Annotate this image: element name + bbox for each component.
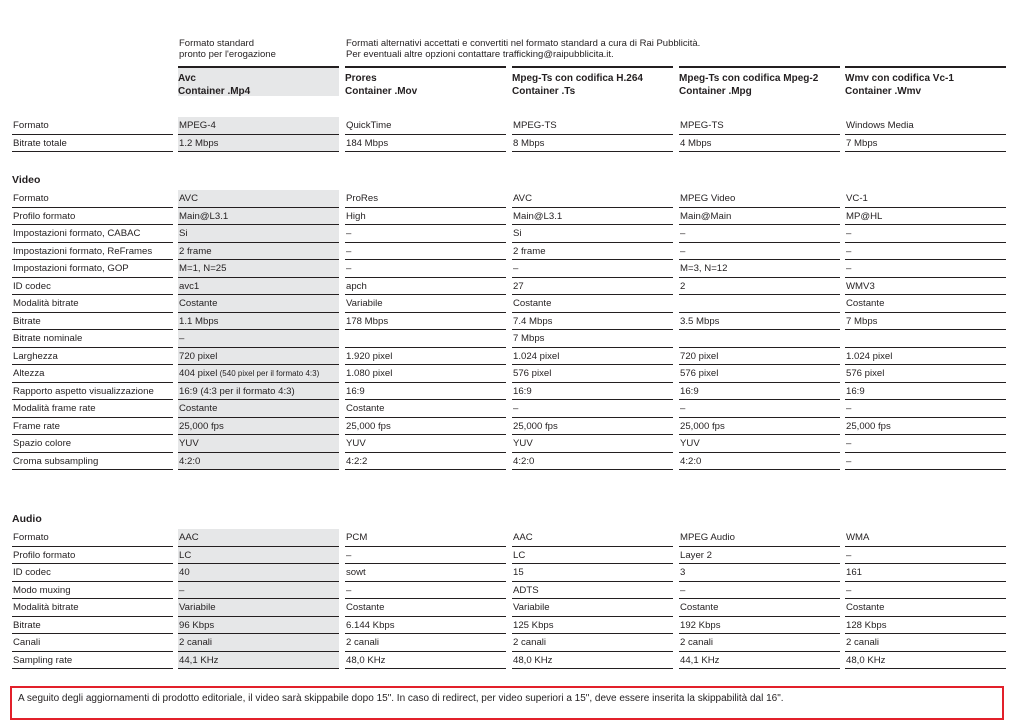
- row-label: Croma subsampling: [12, 453, 173, 471]
- table-cell: High: [345, 208, 506, 226]
- table-cell: [679, 330, 840, 348]
- column-header-container: Container .Mp4: [178, 86, 251, 97]
- skippability-note: A seguito degli aggiornamenti di prodotto editoriale, il video sarà skippabile dopo 15". In caso di redirect, per video superiori a 15", deve essere inserita la skippabilità dal 16".: [10, 686, 1004, 720]
- row-label: ID codec: [12, 564, 173, 582]
- table-cell: –: [345, 225, 506, 243]
- row-label: Bitrate nominale: [12, 330, 173, 348]
- table-cell: 4:2:0: [512, 453, 673, 471]
- table-cell: 576 pixel: [845, 365, 1006, 383]
- table-cell: 16:9 (4:3 per il formato 4:3): [178, 383, 339, 401]
- table-cell: 40: [178, 564, 339, 582]
- table-cell: Costante: [345, 599, 506, 617]
- table-cell: –: [512, 260, 673, 278]
- table-cell: [845, 330, 1006, 348]
- table-cell: 1.024 pixel: [845, 348, 1006, 366]
- table-cell: –: [345, 547, 506, 565]
- row-label: Rapporto aspetto visualizzazione: [12, 383, 173, 401]
- table-row: [0, 400, 1024, 418]
- table-cell: 25,000 fps: [512, 418, 673, 436]
- row-label: Bitrate totale: [12, 135, 173, 153]
- table-cell: 2 canali: [345, 634, 506, 652]
- row-label: Bitrate: [12, 617, 173, 635]
- table-cell: 25,000 fps: [845, 418, 1006, 436]
- table-row: [0, 190, 1024, 208]
- table-cell: Variabile: [512, 599, 673, 617]
- column-header-container: Container .Mov: [345, 86, 418, 97]
- table-cell: Si: [512, 225, 673, 243]
- row-label: Sampling rate: [12, 652, 173, 670]
- standard-format-line1: Formato standard: [179, 38, 254, 49]
- table-row: [0, 564, 1024, 582]
- table-cell: Main@L3.1: [178, 208, 339, 226]
- table-cell: 4:2:0: [679, 453, 840, 471]
- table-cell: Costante: [178, 295, 339, 313]
- table-cell: 2 canali: [679, 634, 840, 652]
- table-row: [0, 330, 1024, 348]
- table-cell: Costante: [845, 599, 1006, 617]
- table-cell: 2 canali: [512, 634, 673, 652]
- table-cell: 27: [512, 278, 673, 296]
- table-cell: 25,000 fps: [679, 418, 840, 436]
- table-cell: 178 Mbps: [345, 313, 506, 331]
- table-cell: 576 pixel: [679, 365, 840, 383]
- table-cell: 720 pixel: [679, 348, 840, 366]
- row-label: Formato: [12, 529, 173, 547]
- table-cell: –: [845, 225, 1006, 243]
- table-cell: 1.920 pixel: [345, 348, 506, 366]
- table-cell: YUV: [679, 435, 840, 453]
- table-cell: MPEG-4: [178, 117, 339, 135]
- column-header-mpegts-mpeg2: [679, 66, 840, 96]
- table-cell: 184 Mbps: [345, 135, 506, 153]
- column-header-container: Container .Mpg: [679, 86, 752, 97]
- table-cell: 7 Mbps: [845, 313, 1006, 331]
- table-cell: –: [845, 547, 1006, 565]
- column-header-container: Container .Ts: [512, 86, 576, 97]
- table-cell: 1.080 pixel: [345, 365, 506, 383]
- table-row: [0, 243, 1024, 261]
- row-label: Altezza: [12, 365, 173, 383]
- table-cell: 16:9: [345, 383, 506, 401]
- table-cell: –: [845, 400, 1006, 418]
- table-cell: Windows Media: [845, 117, 1006, 135]
- table-cell: MPEG-TS: [679, 117, 840, 135]
- row-label: Modalità frame rate: [12, 400, 173, 418]
- table-cell: 3: [679, 564, 840, 582]
- table-cell: 8 Mbps: [512, 135, 673, 153]
- table-cell: 96 Kbps: [178, 617, 339, 635]
- row-label: Formato: [12, 190, 173, 208]
- table-row: [0, 547, 1024, 565]
- table-cell: –: [845, 260, 1006, 278]
- table-cell: –: [512, 400, 673, 418]
- table-cell: 25,000 fps: [345, 418, 506, 436]
- table-cell: –: [845, 435, 1006, 453]
- table-cell: –: [679, 225, 840, 243]
- table-cell: MPEG Video: [679, 190, 840, 208]
- table-cell: –: [679, 243, 840, 261]
- table-cell: 1.2 Mbps: [178, 135, 339, 153]
- table-cell: 576 pixel: [512, 365, 673, 383]
- row-label: Larghezza: [12, 348, 173, 366]
- column-header-title: Wmv con codifica Vc-1: [845, 73, 954, 84]
- table-row: [0, 348, 1024, 366]
- table-cell: 3.5 Mbps: [679, 313, 840, 331]
- column-header-container: Container .Wmv: [845, 86, 922, 97]
- table-row: [0, 313, 1024, 331]
- table-row: [0, 135, 1024, 153]
- table-cell: 1.024 pixel: [512, 348, 673, 366]
- table-cell: YUV: [512, 435, 673, 453]
- table-cell: 6.144 Kbps: [345, 617, 506, 635]
- table-cell: 4:2:0: [178, 453, 339, 471]
- table-cell: ProRes: [345, 190, 506, 208]
- table-cell: Costante: [178, 400, 339, 418]
- table-row: [0, 225, 1024, 243]
- table-cell: VC-1: [845, 190, 1006, 208]
- row-label: Modo muxing: [12, 582, 173, 600]
- table-cell: 192 Kbps: [679, 617, 840, 635]
- row-label: Impostazioni formato, CABAC: [12, 225, 173, 243]
- table-cell: 404 pixel (540 pixel per il formato 4:3): [178, 365, 339, 383]
- table-cell: 720 pixel: [178, 348, 339, 366]
- table-cell: 7.4 Mbps: [512, 313, 673, 331]
- table-cell: WMA: [845, 529, 1006, 547]
- table-cell: Costante: [679, 599, 840, 617]
- table-cell: –: [845, 243, 1006, 261]
- table-cell: M=1, N=25: [178, 260, 339, 278]
- table-row: [0, 634, 1024, 652]
- row-label: Modalità bitrate: [12, 599, 173, 617]
- column-header-mpegts-h264: [512, 66, 673, 96]
- table-cell: AAC: [512, 529, 673, 547]
- table-row: [0, 208, 1024, 226]
- table-row: [0, 418, 1024, 436]
- table-cell: Main@L3.1: [512, 208, 673, 226]
- table-cell: MPEG-TS: [512, 117, 673, 135]
- table-cell: 128 Kbps: [845, 617, 1006, 635]
- table-cell: 7 Mbps: [845, 135, 1006, 153]
- table-row: [0, 652, 1024, 670]
- table-cell: MP@HL: [845, 208, 1006, 226]
- table-cell: 48,0 KHz: [512, 652, 673, 670]
- table-cell: Layer 2: [679, 547, 840, 565]
- table-cell: 48,0 KHz: [845, 652, 1006, 670]
- table-cell: [345, 330, 506, 348]
- audio-section-title: Audio: [12, 513, 42, 525]
- column-header-title: Avc: [178, 73, 196, 84]
- table-row: [0, 117, 1024, 135]
- column-header-wmv: [845, 66, 1006, 96]
- table-cell: AVC: [178, 190, 339, 208]
- table-cell: –: [345, 260, 506, 278]
- table-cell: YUV: [345, 435, 506, 453]
- table-row: [0, 383, 1024, 401]
- table-cell: 2 frame: [512, 243, 673, 261]
- table-cell: –: [679, 582, 840, 600]
- table-cell: sowt: [345, 564, 506, 582]
- table-cell: Costante: [345, 400, 506, 418]
- table-cell: –: [845, 582, 1006, 600]
- table-cell: 4 Mbps: [679, 135, 840, 153]
- table-cell: LC: [512, 547, 673, 565]
- row-label: Impostazioni formato, ReFrames: [12, 243, 173, 261]
- table-cell: –: [345, 582, 506, 600]
- table-cell: 44,1 KHz: [679, 652, 840, 670]
- row-label: Formato: [12, 117, 173, 135]
- table-row: [0, 278, 1024, 296]
- table-cell: 2 canali: [178, 634, 339, 652]
- table-cell: AAC: [178, 529, 339, 547]
- standard-format-line2: pronto per l'erogazione: [179, 49, 276, 60]
- table-cell: ADTS: [512, 582, 673, 600]
- table-cell: avc1: [178, 278, 339, 296]
- video-section-title: Video: [12, 174, 41, 186]
- table-cell: AVC: [512, 190, 673, 208]
- table-cell: 44,1 KHz: [178, 652, 339, 670]
- table-cell: –: [178, 330, 339, 348]
- table-cell: Costante: [845, 295, 1006, 313]
- table-cell: PCM: [345, 529, 506, 547]
- table-cell: Variabile: [178, 599, 339, 617]
- table-cell: –: [345, 243, 506, 261]
- row-label: Impostazioni formato, GOP: [12, 260, 173, 278]
- table-row: [0, 260, 1024, 278]
- row-label: Profilo formato: [12, 208, 173, 226]
- table-row: [0, 582, 1024, 600]
- table-cell: 16:9: [679, 383, 840, 401]
- column-header-avc: [178, 66, 339, 96]
- table-cell: –: [845, 453, 1006, 471]
- altezza-4-3-note: (540 pixel per il formato 4:3): [217, 369, 320, 378]
- alternative-formats-header: [346, 38, 700, 60]
- table-cell: M=3, N=12: [679, 260, 840, 278]
- table-cell: 2 frame: [178, 243, 339, 261]
- table-cell: MPEG Audio: [679, 529, 840, 547]
- table-row: [0, 365, 1024, 383]
- table-cell: 125 Kbps: [512, 617, 673, 635]
- alternative-formats-line2: Per eventuali altre opzioni contattare trafficking@raipubblicita.it.: [346, 49, 614, 60]
- table-row: [0, 529, 1024, 547]
- row-label: Modalità bitrate: [12, 295, 173, 313]
- table-cell: 1.1 Mbps: [178, 313, 339, 331]
- table-cell: 7 Mbps: [512, 330, 673, 348]
- row-label: ID codec: [12, 278, 173, 296]
- row-label: Canali: [12, 634, 173, 652]
- table-cell: 2: [679, 278, 840, 296]
- table-cell: LC: [178, 547, 339, 565]
- table-cell: –: [178, 582, 339, 600]
- row-label: Profilo formato: [12, 547, 173, 565]
- table-cell: WMV3: [845, 278, 1006, 296]
- column-header-title: Prores: [345, 73, 377, 84]
- table-cell: [679, 295, 840, 313]
- table-cell: 16:9: [512, 383, 673, 401]
- table-row: [0, 599, 1024, 617]
- table-row: [0, 295, 1024, 313]
- table-cell: 15: [512, 564, 673, 582]
- table-cell: 4:2:2: [345, 453, 506, 471]
- table-cell: apch: [345, 278, 506, 296]
- row-label: Spazio colore: [12, 435, 173, 453]
- table-cell: 48,0 KHz: [345, 652, 506, 670]
- column-header-title: Mpeg-Ts con codifica Mpeg-2: [679, 73, 819, 84]
- table-cell: QuickTime: [345, 117, 506, 135]
- table-row: [0, 435, 1024, 453]
- table-cell: Main@Main: [679, 208, 840, 226]
- table-cell: Si: [178, 225, 339, 243]
- table-cell: 2 canali: [845, 634, 1006, 652]
- table-cell: 161: [845, 564, 1006, 582]
- row-label: Bitrate: [12, 313, 173, 331]
- standard-format-header: [179, 38, 276, 60]
- table-cell: Variabile: [345, 295, 506, 313]
- column-header-prores: [345, 66, 506, 96]
- table-row: [0, 617, 1024, 635]
- table-cell: –: [679, 400, 840, 418]
- row-label: Frame rate: [12, 418, 173, 436]
- table-row: [0, 453, 1024, 471]
- table-cell: 25,000 fps: [178, 418, 339, 436]
- table-cell: YUV: [178, 435, 339, 453]
- table-cell: Costante: [512, 295, 673, 313]
- table-cell: 16:9: [845, 383, 1006, 401]
- alternative-formats-line1: Formati alternativi accettati e convertiti nel formato standard a cura di Rai Pubblicità.: [346, 38, 701, 49]
- column-header-title: Mpeg-Ts con codifica H.264: [512, 73, 643, 84]
